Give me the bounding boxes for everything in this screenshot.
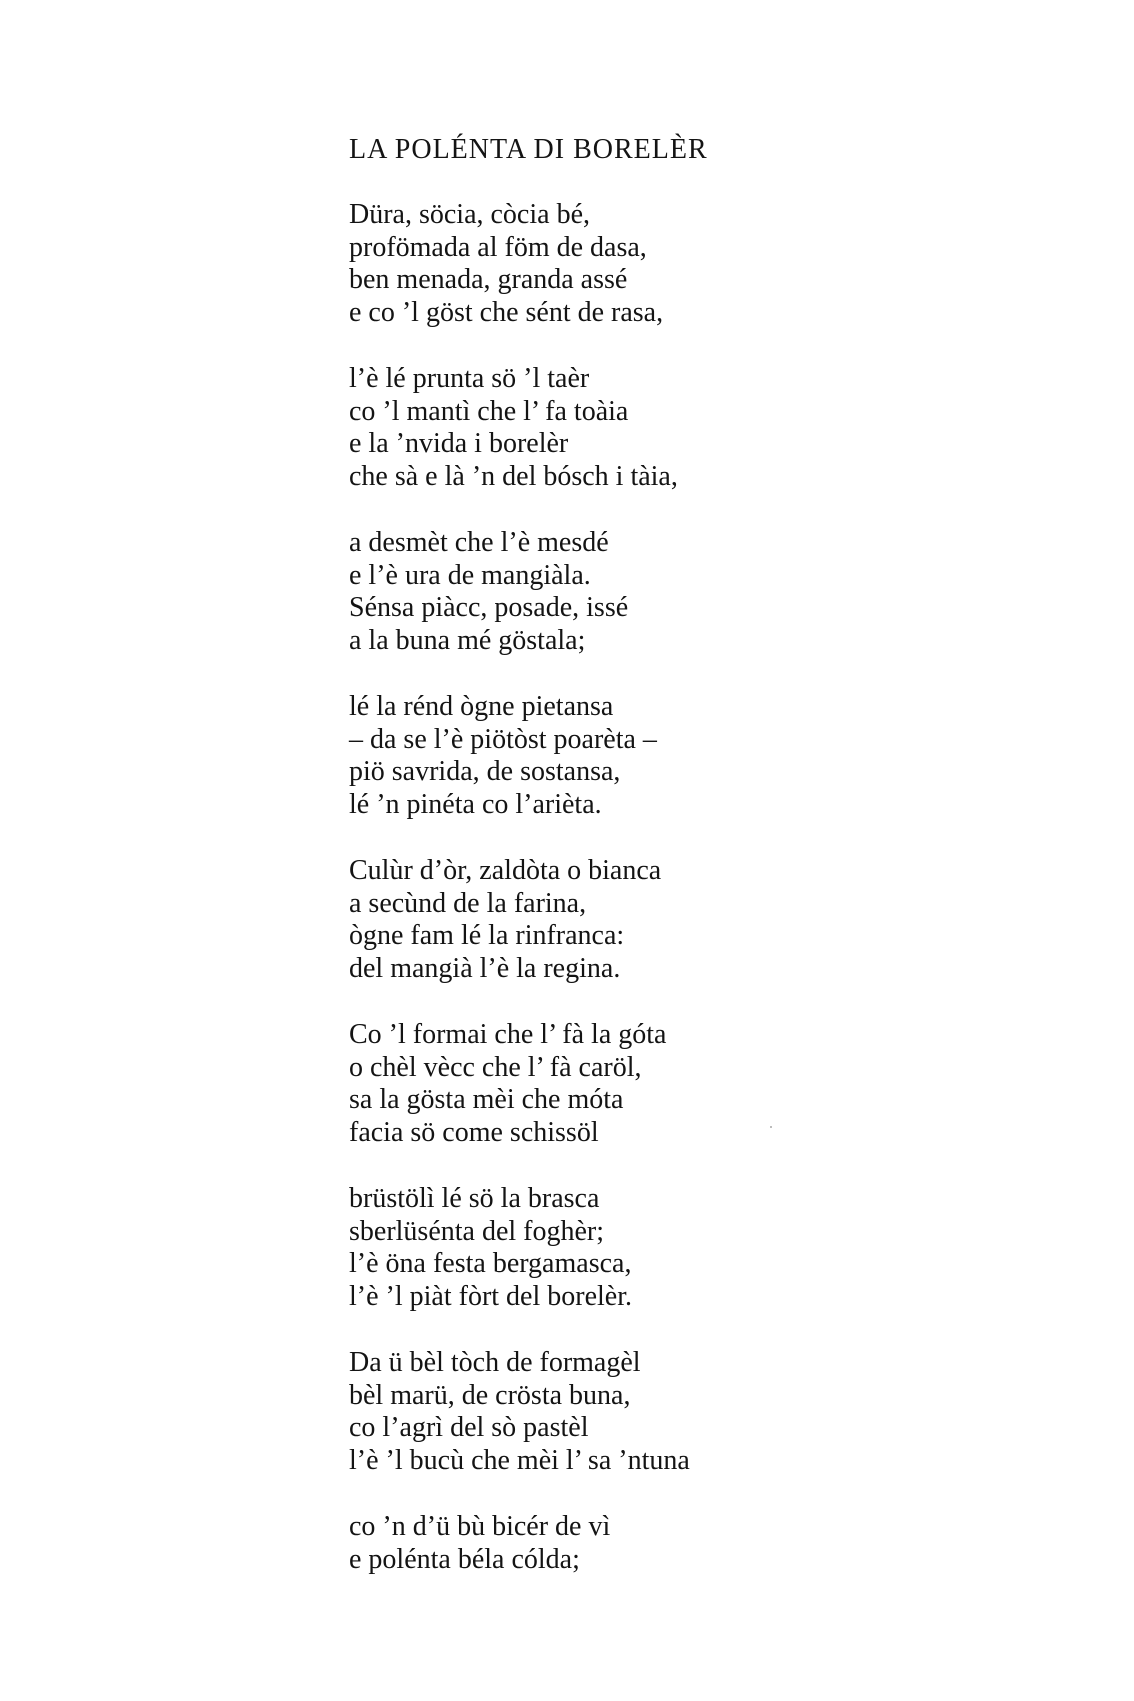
poem-line: l’è ’l bucù che mèi l’ sa ’ntuna [349, 1444, 690, 1476]
stanza-3 [349, 527, 1069, 657]
poem-line: – da se l’è piötòst poarèta – [349, 723, 657, 755]
poem-line: l’è ’l piàt fòrt del borelèr. [349, 1280, 632, 1312]
scan-speck [770, 1126, 772, 1128]
poem-line: Düra, söcia, còcia bé, [349, 199, 590, 230]
stanza-5 [349, 855, 1069, 985]
poem-line: Sénsa piàcc, posade, issé [349, 592, 629, 623]
poem-line: co l’agrì del sò pastèl [349, 1412, 589, 1443]
poem-line: del mangià l’è la regina. [349, 952, 621, 984]
stanza-7 [349, 1183, 1069, 1313]
poem-line: a la buna mé göstala; [349, 624, 586, 656]
stanza-1 [349, 199, 1069, 329]
poem-line: brüstölì lé sö la brasca [349, 1183, 600, 1214]
poem-line: e la ’nvida i borelèr [349, 428, 569, 459]
poem-title: LA POLÉNTA DI BORELÈR [349, 134, 708, 165]
poem-line: o chèl vècc che l’ fà caröl, [349, 1051, 642, 1083]
poem-line: sa la gösta mèi che móta [349, 1084, 624, 1115]
poem-line: e co ’l göst che sént de rasa, [349, 296, 664, 328]
poem-line: co ’l mantì che l’ fa toàia [349, 395, 629, 427]
poem-line: Culùr d’òr, zaldòta o bianca [349, 855, 662, 886]
poem-line: l’è lé prunta sö ’l taèr [349, 363, 590, 394]
poem-line: e poléntа béla cólda; [349, 1543, 580, 1575]
poem-line: Co ’l formai che l’ fà la góta [349, 1019, 667, 1050]
stanza-4 [349, 691, 1069, 821]
poem-line: facia sö come schissöl [349, 1116, 599, 1148]
stanza-6 [349, 1019, 1069, 1149]
poem-line: che sà e là ’n del bósch i tàia, [349, 460, 678, 492]
poem-line: bèl marü, de cröst​a buna, [349, 1379, 631, 1411]
poem-line: l’è öna festa bergamasca, [349, 1248, 632, 1279]
stanza-2 [349, 363, 1069, 493]
poem-line: sberlüsénta del foghèr; [349, 1215, 605, 1247]
poem-line: ògne fam lé la rinfranca: [349, 920, 625, 951]
poem-line: piö savrida, de sostansa, [349, 756, 621, 787]
stanza-9 [349, 1511, 1069, 1576]
poem-line: lé ’n pinéta co l’arièta. [349, 788, 602, 820]
poem-line: ben menada, granda assé [349, 264, 628, 295]
poem-line: profömada al föm de dasa, [349, 231, 647, 263]
poem-line: Da ü bèl tòch de formagèl [349, 1347, 641, 1378]
poem-line: a secùnd de la farina, [349, 887, 587, 919]
poem-line: lé la rénd ògne pietansa [349, 691, 614, 722]
poem-line: a desmèt che l’è mesdé [349, 527, 609, 558]
stanza-8 [349, 1347, 1069, 1477]
poem-line: co ’n d’ü bù bicér de vì [349, 1511, 611, 1542]
poem [349, 133, 1069, 1610]
poem-line: e l’è ura de mangiàla. [349, 559, 591, 591]
